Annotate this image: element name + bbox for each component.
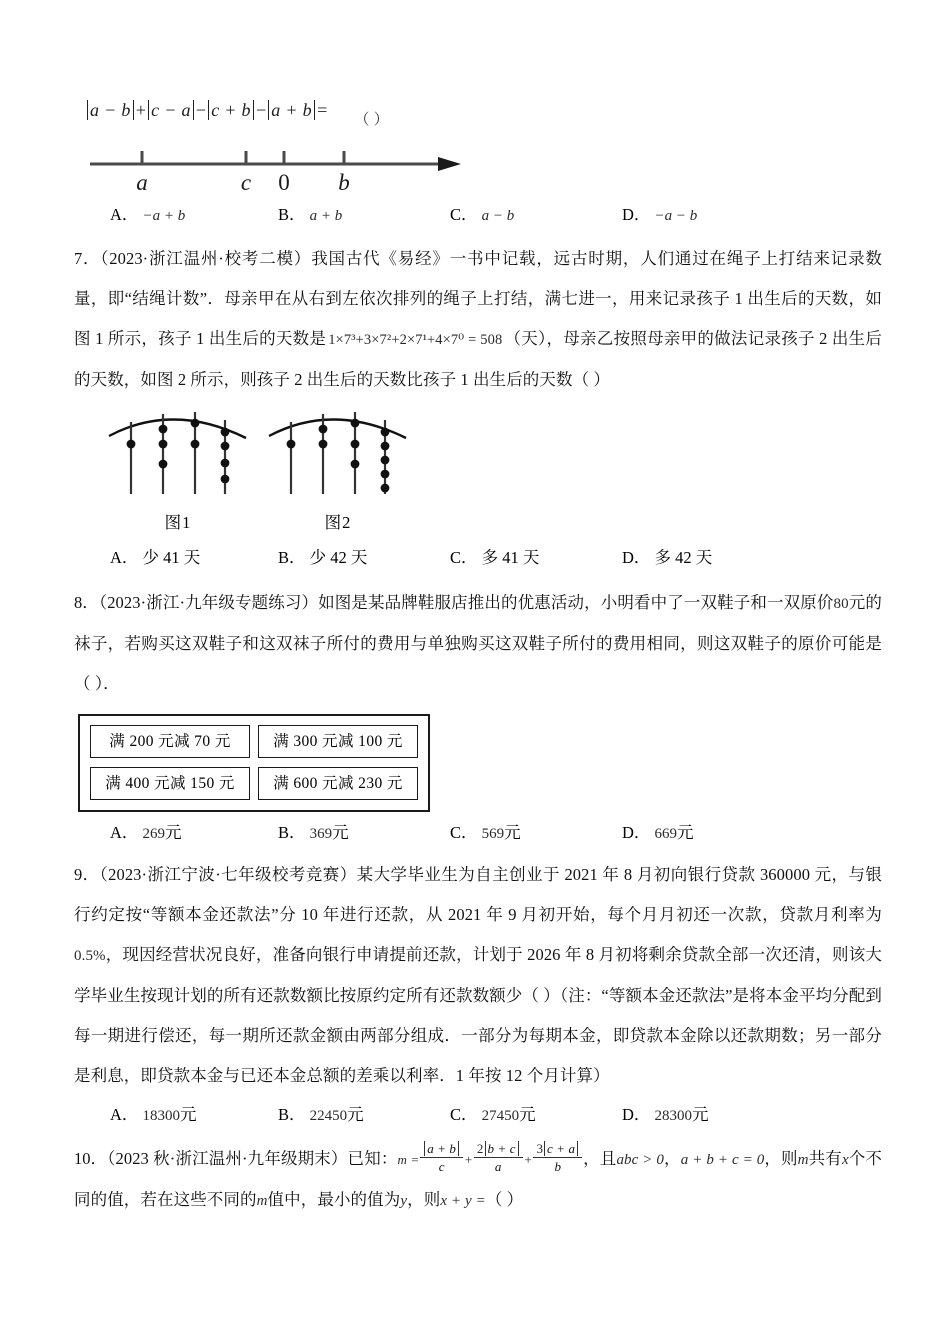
q10-text-1: 已知： [347,1149,398,1168]
q7-option-b-text: 少 42 天 [309,548,368,567]
q8-promo-board [78,714,430,812]
q10-text-4: ，则 [764,1149,798,1168]
q10-term-1-denominator: c [438,1159,445,1175]
q9-stem [74,855,882,1096]
q8-option-b-unit: 元 [332,823,349,842]
question-8-block [74,583,882,851]
q9-option-c-label: C． [450,1105,478,1124]
q10-text-2: ，且 [583,1149,617,1168]
question-6-block [74,96,882,233]
q6-option-d-text: −a − b [654,208,698,224]
q7-figure-1 [98,406,258,533]
q6-abs-4: a + b [271,100,312,120]
q8-option-b-num: 369 [309,826,333,842]
q10-var-x: x [841,1152,849,1168]
q8-option-d[interactable] [622,816,694,851]
q6-option-a-text: −a + b [142,208,186,224]
q6-option-b-label: B． [278,205,306,224]
q8-option-a-unit: 元 [165,823,182,842]
q10-term-3 [533,1141,582,1175]
q9-monthly-rate: 0.5% [74,948,106,964]
q6-op-2: − [194,100,208,120]
q6-option-a[interactable] [110,198,278,233]
q8-option-d-unit: 元 [677,823,694,842]
q8-option-c[interactable] [450,816,622,851]
q6-option-c-label: C． [450,205,478,224]
q8-option-a-label: A． [110,823,139,842]
q7-option-c-label: C． [450,548,478,567]
promo-row [90,725,418,758]
q8-option-c-label: C． [450,823,478,842]
question-9-block [74,855,882,1133]
q6-option-b[interactable] [278,198,450,233]
q9-option-a[interactable] [110,1098,278,1133]
q8-option-a-num: 269 [142,826,166,842]
q8-option-d-num: 669 [654,826,678,842]
q9-option-c[interactable] [450,1098,622,1133]
q10-formula-op-2: + [523,1152,533,1167]
q8-option-a[interactable] [110,816,278,851]
q10-source: （2023 秋·浙江温州·九年级期末） [107,1149,348,1168]
svg-text:b: b [338,170,350,195]
knot-dots [127,419,230,484]
q6-equals: = [315,100,329,120]
q7-base7-formula: 1×7³+3×7²+2×7¹+4×7⁰ = 508 [328,332,503,348]
q9-option-c-num: 27450 [481,1108,520,1124]
q6-option-d-label: D． [622,205,651,224]
q10-term-2-numerator: b + c [485,1141,519,1156]
q9-option-a-label: A． [110,1105,139,1124]
knot-figure-2-svg [263,406,413,502]
number-line-svg [86,138,466,196]
q7-number: 7． [74,249,101,268]
q6-op-3: − [254,100,268,120]
q10-term-3-numerator: c + a [544,1141,578,1156]
q7-option-b-label: B． [278,548,306,567]
q9-number: 9． [74,865,100,884]
question-8-options [74,816,882,851]
q10-text-5: 共有 [808,1149,842,1168]
q10-var-m: m [797,1152,809,1168]
q10-term-2-coef: 2 [476,1140,484,1156]
knot-dots [287,419,390,493]
q10-text-6: 个不同的值，若在这些不同的 [74,1149,883,1209]
q7-option-a-label: A． [110,548,139,567]
q7-option-d[interactable] [622,541,712,575]
q7-option-d-label: D． [622,548,651,567]
q7-figure-1-caption: 图1 [164,513,192,532]
question-10-block [74,1139,882,1221]
q9-option-d-label: D． [622,1105,651,1124]
q9-option-b-num: 22450 [309,1108,348,1124]
q10-var-y: y [400,1193,408,1209]
q10-stem [74,1139,882,1221]
q10-number: 10． [74,1149,108,1168]
knot-figure-1-svg [103,406,253,502]
q10-condition-2: a + b + c = 0 [680,1152,765,1168]
q6-answer-paren: （ ） [354,112,390,128]
q8-sock-price: 80 [833,596,849,612]
question-6-options [74,198,882,233]
q8-text-1: 如图是某品牌鞋服店推出的优惠活动，小明看中了一双鞋子和一双原价 [318,593,834,612]
q6-option-a-label: A． [110,205,139,224]
q10-var-m-2: m [256,1193,268,1209]
q8-text-2: 元的袜子，若购买这双鞋子和这双袜子所付的费用与单独购买这双鞋子所付的费用相同，则这双鞋子的原价可能是（ ）． [74,593,883,693]
q10-term-2-denominator: a [494,1159,502,1175]
q8-option-c-num: 569 [481,826,505,842]
q7-figures [98,406,438,533]
q6-option-c-text: a − b [481,208,515,224]
q6-formula [86,96,882,126]
q9-option-d-unit: 元 [692,1105,709,1124]
question-7-options [74,541,882,575]
q8-source: （2023·浙江·九年级专题练习） [98,593,319,612]
q10-formula-op-1: + [464,1152,473,1167]
arrow-head-icon [438,157,461,171]
q10-term-3-denominator: b [554,1159,562,1175]
q10-answer-paren: （ ） [485,1190,524,1209]
q6-option-c[interactable] [450,198,622,233]
q8-option-b-label: B． [278,823,306,842]
q7-option-a-text: 少 41 天 [142,548,201,567]
q9-option-a-num: 18300 [142,1108,181,1124]
q9-option-b-label: B． [278,1105,306,1124]
q9-option-a-unit: 元 [180,1105,197,1124]
q9-option-b[interactable] [278,1098,450,1133]
promo-cell-400[interactable]: 满 400 元减 150 元 [90,767,250,800]
page-content [74,96,882,1221]
promo-row [90,767,418,800]
q10-term-3-coef: 3 [536,1140,544,1156]
q7-figure-2 [258,406,418,533]
q7-source: （2023·浙江温州·校考二模） [100,249,312,268]
q9-option-c-unit: 元 [519,1105,536,1124]
q7-text-2: （天），母亲乙按照母亲甲的做法记录孩子 2 出生后的天数，如图 2 所示，则孩子 2 出生后的天数比孩子 1 出生后的天数（ ） [74,329,883,389]
q7-figure-2-caption: 图2 [324,513,352,532]
promo-cell-600[interactable]: 满 600 元减 230 元 [258,767,418,800]
q10-term-1 [420,1141,463,1175]
q7-option-c[interactable] [450,541,622,575]
question-7-block [74,239,882,575]
q6-abs-3: c + b [211,100,251,120]
svg-text:c: c [240,170,252,195]
q10-formula-lhs: m = [397,1152,420,1167]
q9-text-2: ，现因经营状况良好，准备向银行申请提前还款，计划于 2026 年 8 月初将剩余贷款全部一次还清，则该大学毕业生按现计划的所有还款数额比按原约定所有还款数额少（ ）（注：“等额本金还款法”是将本金平均分配到每一期进行偿还，每一期所还款金额由两部分组成．一部分为每期本金，即贷款本金除以还款期数；另一部分是利息，即贷款本金与已还本金总额的差乘以利率．1 年按 12 个月计算） [74,945,882,1085]
q10-expression-xy: x + y = [440,1193,486,1209]
q9-option-d-num: 28300 [654,1108,693,1124]
q7-text-1: 我国古代《易经》一书中记载，远古时期，人们通过在绳子上打结来记录数量，即“结绳计数”．母亲甲在从右到左依次排列的绳子上打结，满七进一，用来记录孩子 1 出生后的天数，如图 1 所示，孩子 1 出生后的天数是 [74,249,883,348]
svg-text:a: a [136,170,148,195]
q10-text-3: ， [664,1149,681,1168]
q10-condition-1: abc > 0 [616,1152,665,1168]
q7-option-d-text: 多 42 天 [654,548,713,567]
q9-option-d[interactable] [622,1098,709,1133]
q9-text-1: 某大学毕业生为自主创业于 2021 年 8 月初向银行贷款 360000 元，与银行约定按“等额本金还款法”分 10 年进行还款，从 2021 年 9 月初开始，每个月月初还一次款，贷款月利率为 [74,865,883,924]
q8-option-c-unit: 元 [504,823,521,842]
number-line-figure [86,138,466,196]
q8-number: 8． [74,593,99,612]
promo-cell-300[interactable]: 满 300 元减 100 元 [258,725,418,758]
q10-term-2 [474,1141,523,1175]
q8-option-d-label: D． [622,823,651,842]
q10-text-8: ，则 [407,1190,441,1209]
q6-abs-2: c − a [151,100,191,120]
q6-option-d[interactable] [622,198,697,233]
q8-stem [74,583,882,704]
q7-option-c-text: 多 41 天 [481,548,540,567]
q7-option-b[interactable] [278,541,450,575]
q10-text-7: 值中，最小的值为 [267,1190,401,1209]
q6-op-1: + [134,100,148,120]
q10-term-1-numerator: a + b [424,1141,459,1156]
svg-text:0: 0 [278,170,290,195]
q7-stem [74,239,882,400]
q6-abs-1: a − b [90,100,131,120]
question-9-options [74,1098,882,1133]
q8-option-b[interactable] [278,816,450,851]
promo-cell-200[interactable]: 满 200 元减 70 元 [90,725,250,758]
q9-option-b-unit: 元 [347,1105,364,1124]
q9-source: （2023·浙江宁波·七年级校考竞赛） [99,865,357,884]
q7-option-a[interactable] [110,541,278,575]
q6-option-b-text: a + b [309,208,343,224]
